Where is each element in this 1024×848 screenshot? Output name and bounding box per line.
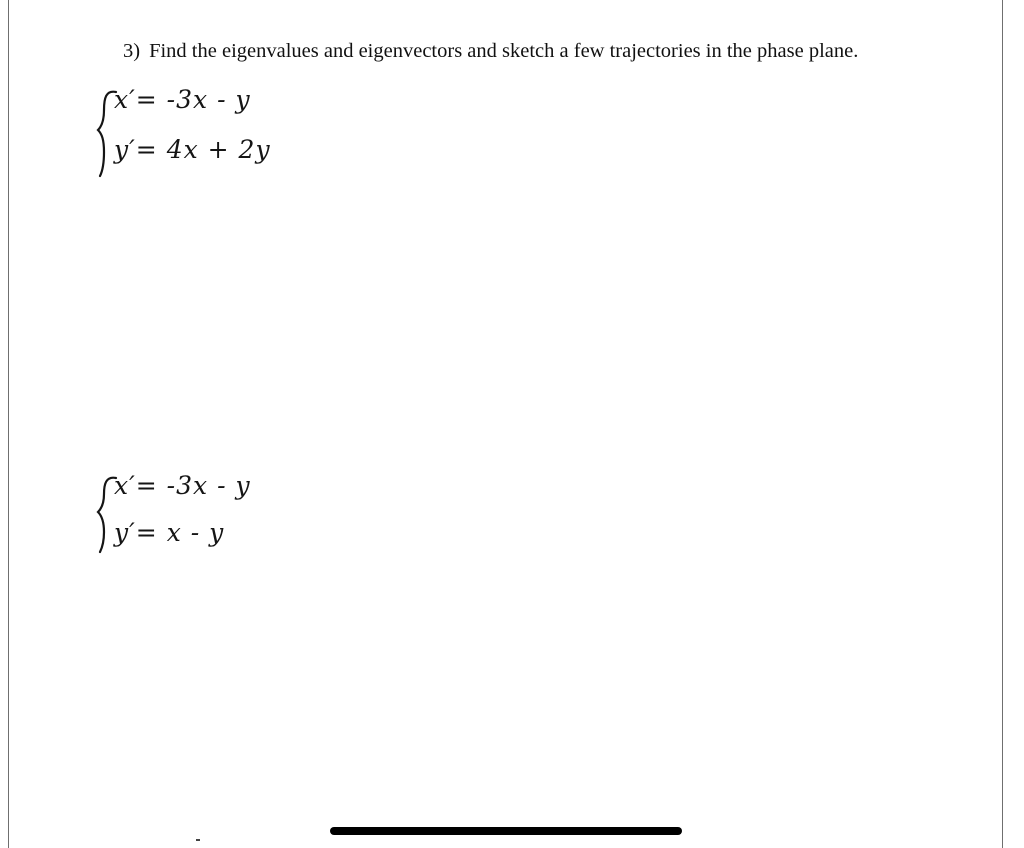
question-line: [123, 40, 858, 63]
system-2-equation-2: y′= x - y: [114, 518, 225, 547]
system-1-equation-2: y′= 4x + 2y: [114, 135, 271, 164]
question-text: Find the eigenvalues and eigenvectors and sketch a few trajectories in the phase plane.: [149, 40, 859, 62]
question-number: 3): [123, 40, 141, 62]
equation-system-2: [92, 468, 312, 568]
system-1-equation-1: x′= -3x - y: [114, 85, 251, 114]
home-indicator-bar[interactable]: [330, 827, 682, 835]
stray-mark: [196, 839, 200, 841]
system-2-equation-1: x′= -3x - y: [114, 471, 251, 500]
equation-system-1: [92, 80, 312, 180]
